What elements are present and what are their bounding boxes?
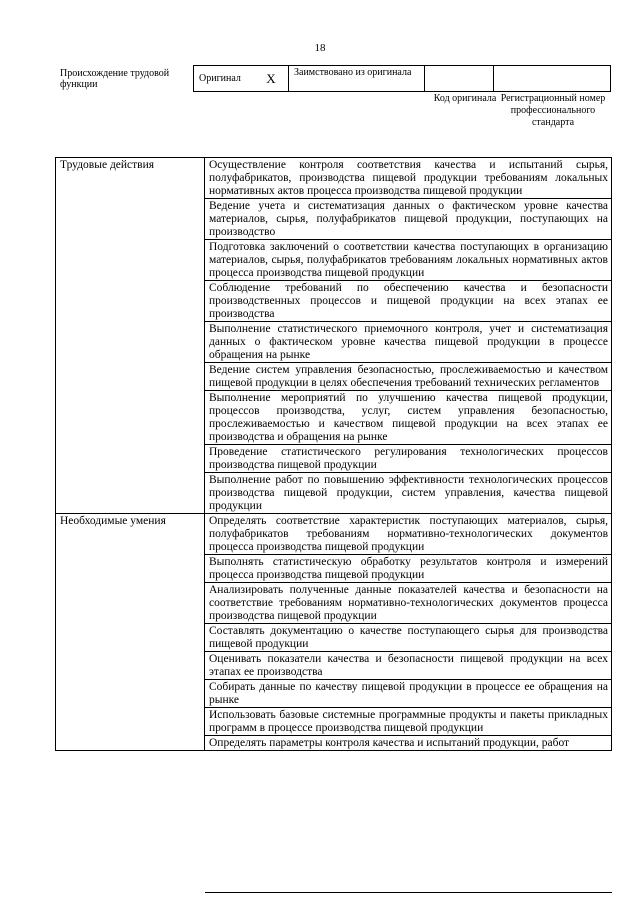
list-item: Анализировать полученные данные показателей качества и безопасности на соответствие требованиям нормативно-технологических документов процесса производства пищевой продукции — [205, 583, 611, 624]
list-item: Проведение статистического регулирования технологических процессов производства пищевой продукции — [205, 445, 611, 473]
section-label: Необходимые умения — [56, 514, 205, 751]
list-item: Определять параметры контроля качества и испытаний продукции, работ — [209, 737, 570, 749]
original-mark: X — [254, 66, 289, 92]
section-content — [205, 158, 612, 514]
code-original-caption: Код оригинала — [433, 93, 497, 104]
reg-number-cell — [494, 66, 611, 92]
list-item: Соблюдение требований по обеспечению качества и безопасности производственных процессов и пищевой продукции на всех этапах ее производства — [205, 281, 611, 322]
list-item: Выполнение статистического приемочного контроля, учет и систематизация данных о фактическом уровне качества пищевой продукции в процессе обращения на рынке — [205, 322, 611, 363]
functions-table — [55, 157, 612, 751]
list-item: Оценивать показатели качества и безопасности пищевой продукции на всех этапах ее производства — [205, 652, 611, 680]
list-item: Использовать базовые системные программные продукты и пакеты прикладных программ в процессе производства пищевой продукции — [205, 708, 611, 736]
list-item: Составлять документацию о качестве поступающего сырья для производства пищевой продукции — [205, 624, 611, 652]
page-number: 18 — [314, 42, 326, 54]
section-row-skills — [56, 514, 612, 751]
reg-number-caption: Регистрационный номер профессионального стандарта — [500, 93, 606, 128]
origin-table — [193, 65, 611, 92]
list-item: Определять соответствие характеристик поступающих материалов, сырья, полуфабрикатов требованиям нормативно-технологических документов процесса производства пищевой продукции — [205, 514, 611, 555]
list-item: Ведение учета и систематизация данных о фактическом уровне качества материалов, сырья, полуфабрикатов пищевой продукции, поступающих на производство — [205, 199, 611, 240]
section-content — [205, 514, 612, 751]
section-row-actions — [56, 158, 612, 514]
list-item: Выполнение работ по повышению эффективности технологических процессов производства пищевой продукции, систем управления, качества пищевой продукции — [209, 474, 608, 512]
section-label: Трудовые действия — [56, 158, 205, 514]
list-item: Подготовка заключений о соответствии качества поступающих в организацию материалов, сырья, полуфабрикатов требованиям локальных нормативных актов процесса производства пищевой продукции — [205, 240, 611, 281]
list-item: Собирать данные по качеству пищевой продукции в процессе ее обращения на рынке — [205, 680, 611, 708]
origin-label: Происхождение трудовой функции — [60, 68, 170, 90]
list-item: Ведение систем управления безопасностью, прослеживаемостью и качеством пищевой продукции в целях обеспечения требований технических регламентов — [205, 363, 611, 391]
borrowed-cell: Заимствовано из оригинала — [289, 66, 425, 92]
list-item: Выполнение мероприятий по улучшению качества пищевой продукции, процессов производства, услуг, систем управления безопасностью, прослеживаемостью и качеством пищевой продукции на всех этапах ее производства и обращения на рынке — [205, 391, 611, 445]
original-cell: Оригинал — [194, 66, 255, 92]
list-item: Выполнять статистическую обработку результатов контроля и измерений процесса производства пищевой продукции — [205, 555, 611, 583]
code-original-cell — [425, 66, 494, 92]
bottom-rule — [205, 892, 612, 893]
list-item: Осуществление контроля соответствия качества и испытаний сырья, полуфабрикатов, производства пищевой продукции требованиям локальных нормативных актов процесса производства пищевой продукции — [205, 158, 611, 199]
